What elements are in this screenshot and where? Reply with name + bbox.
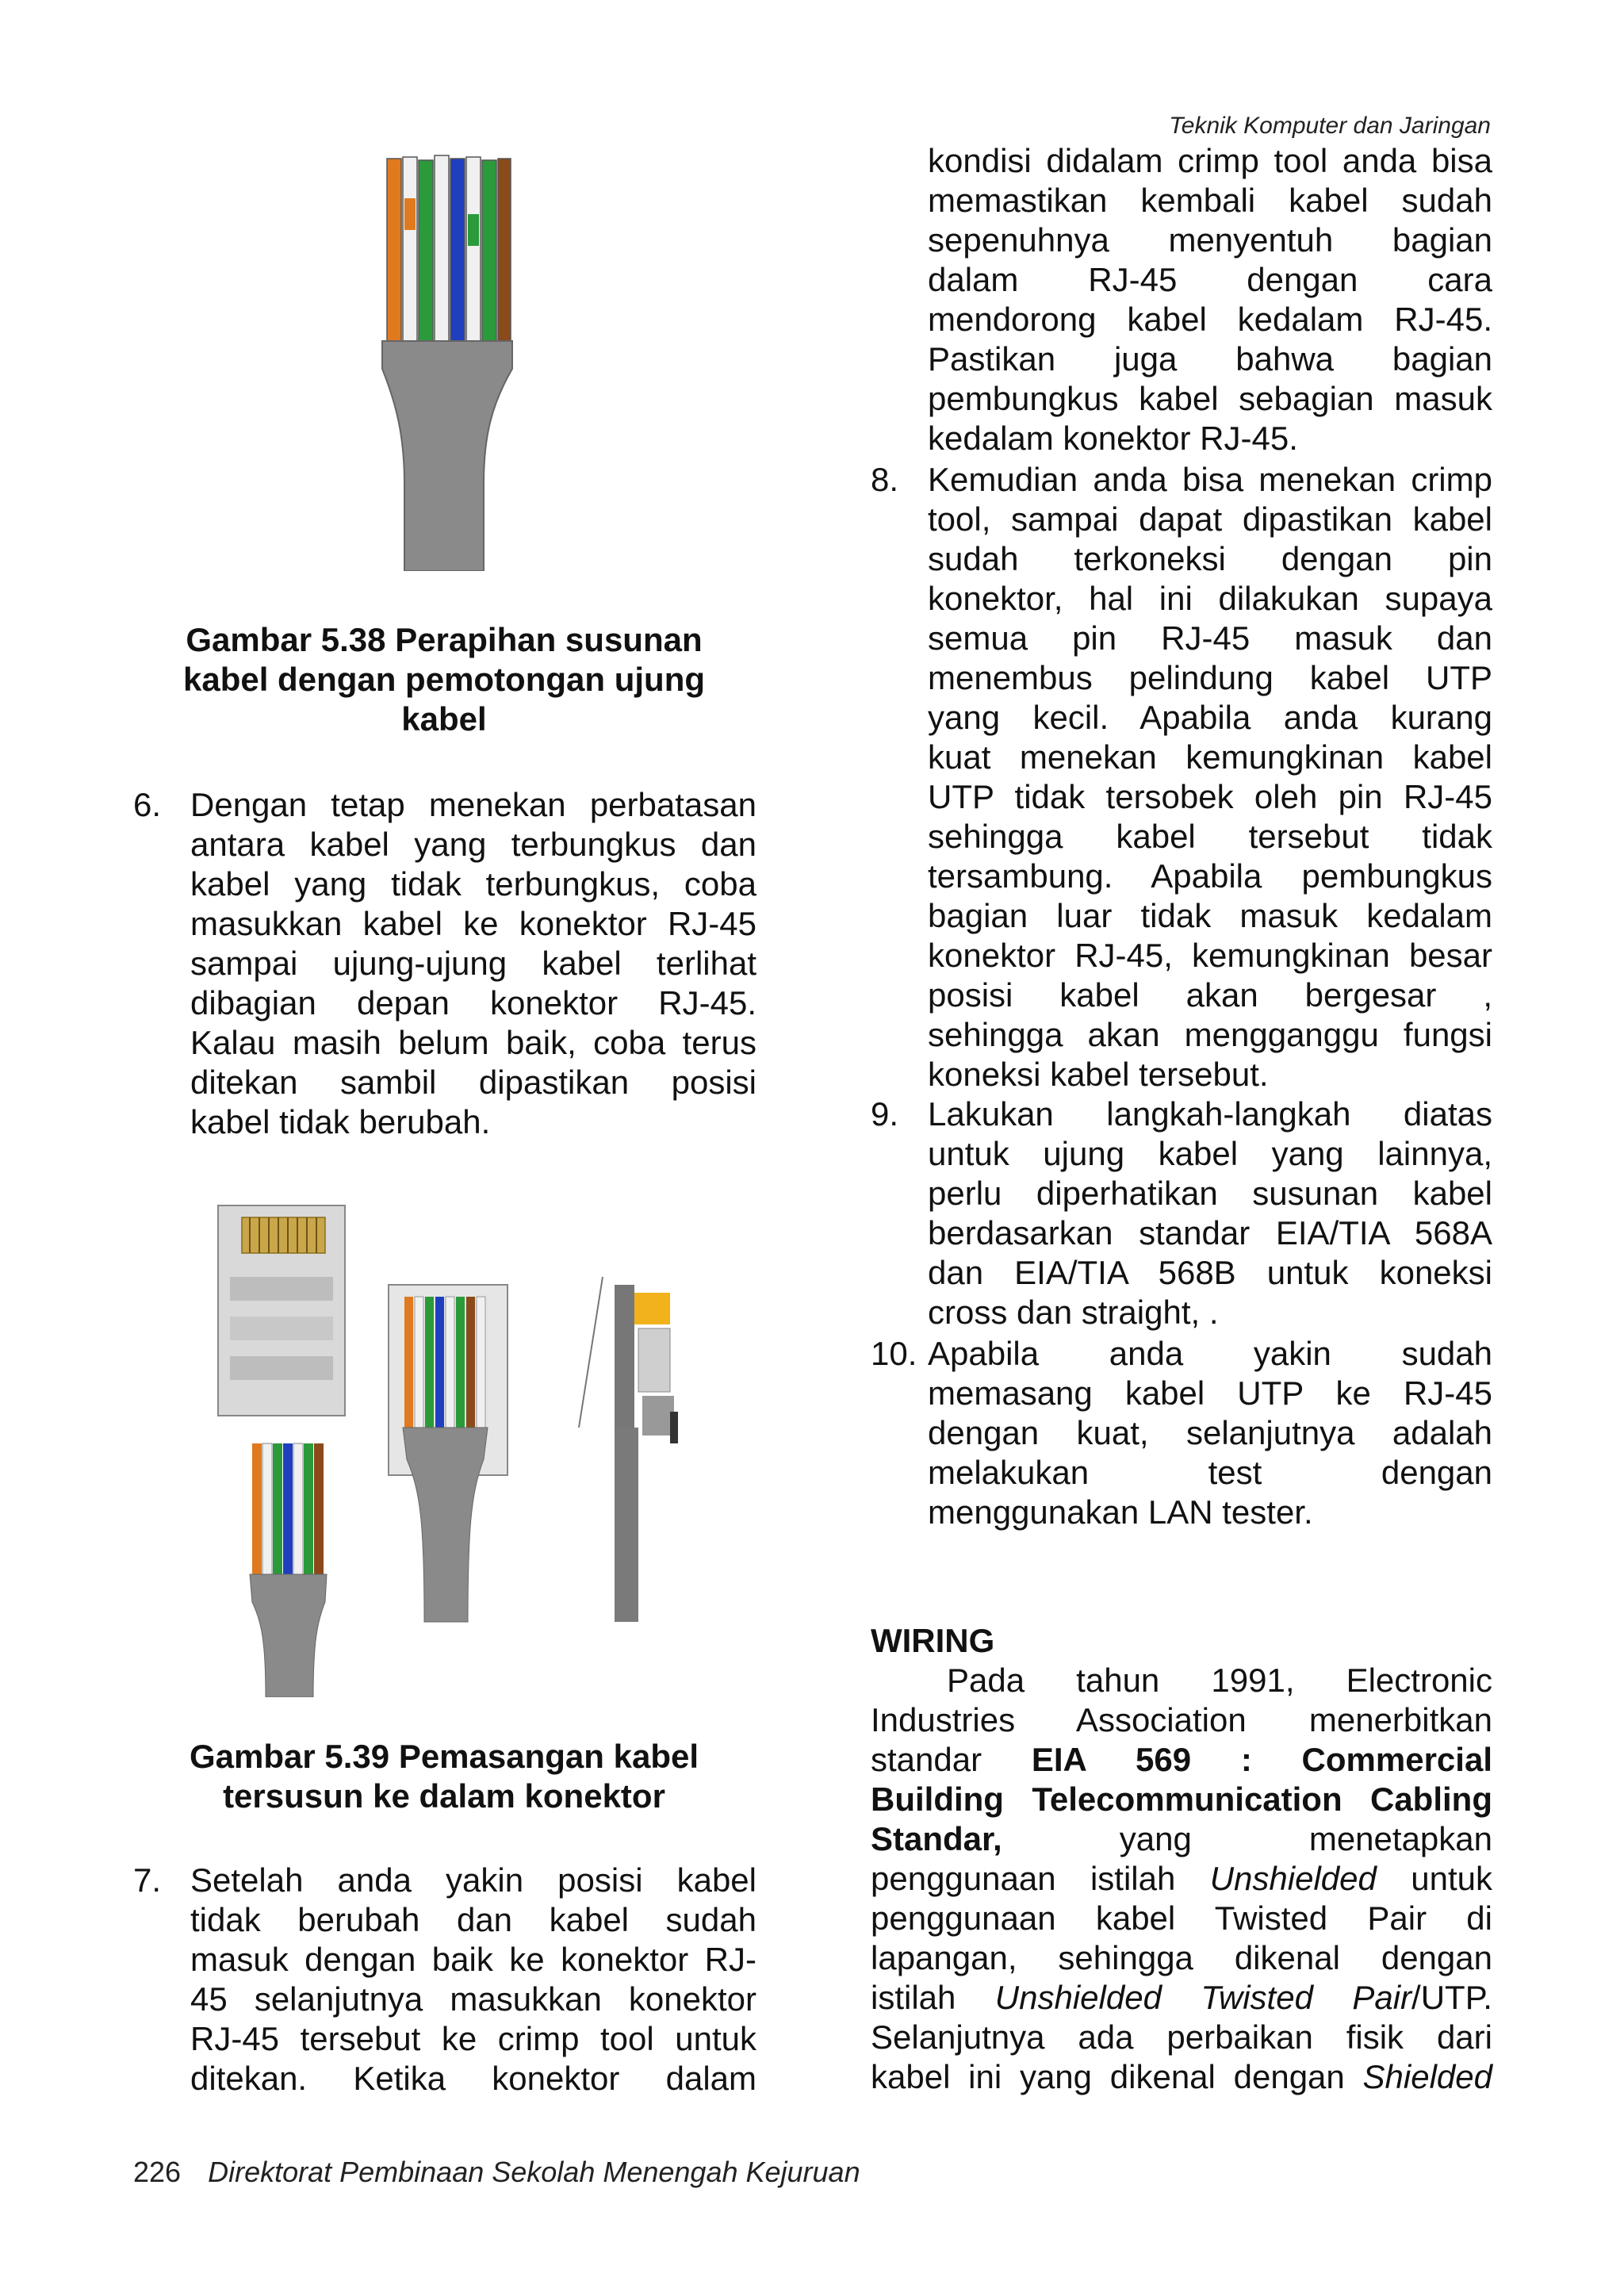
wiring-line: Pada tahun 1991, Electronic — [947, 1662, 1492, 1699]
wiring-heading: WIRING — [871, 1622, 995, 1659]
wiring-line: Industries Association menerbitkan — [871, 1701, 1492, 1738]
step-8: 8. Kemudian anda bisa menekan crimp tool, sampai dapat dipastikan kabel sudah terkoneksi dengan pin konektor, hal ini dilakukan supaya semua pin RJ-45 masuk dan menembus pelindung kabel UTP yang kecil. Apabila anda kurang kuat menekan kemungkinan kabel UTP tidak tersobek oleh pin RJ-45 sehingga kabel tersebut tidak tersambung. Apabila pembungkus bagian luar tidak masuk kedalam konektor RJ-45, kemungkinan besar posisi kabel akan bergesar , sehingga akan mengganggu fungsi koneksi kabel tersebut. — [871, 461, 1492, 1093]
page-footer — [133, 2156, 860, 2189]
step-9: 9. Lakukan langkah-langkah diatas untuk ujung kabel yang lainnya, perlu diperhatikan susunan kabel berdasarkan standar EIA/TIA 568A dan EIA/TIA 568B untuk koneksi cross dan straight, . — [871, 1095, 1492, 1331]
figure-5-38-caption: Gambar 5.38 Perapihan susunan kabel dengan pemotongan ujung kabel — [182, 621, 705, 738]
cable-wires — [387, 155, 511, 349]
figure-5-39-caption: Gambar 5.39 Pemasangan kabel tersusun ke dalam konektor — [190, 1738, 699, 1815]
step-6: 6. Dengan tetap menekan perbatasan antara kabel yang terbungkus dan kabel yang tidak terbungkus, coba masukkan kabel ke konektor RJ-45 sampai ujung-ujung kabel terlihat dibagian depan konektor RJ-45. Kalau masih belum baik, coba terus ditekan sambil dipastikan posisi kabel tidak berubah. — [133, 786, 756, 1140]
stripped-cable-drawing — [250, 1443, 327, 1697]
wiring-line: penggunaan kabel Twisted Pair di — [871, 1899, 1492, 1937]
figure-5-38-cable-image — [373, 151, 515, 571]
wiring-line: Standar, yang menetapkan — [871, 1820, 1492, 1857]
step-number: 6. — [133, 786, 162, 823]
wiring-line: standar EIA 569 : Commercial — [871, 1741, 1492, 1778]
wiring-section — [871, 1621, 1492, 2097]
step-10: 10. Apabila anda yakin sudah memasang kabel UTP ke RJ-45 dengan kuat, selanjutnya adalah melakukan test dengan menggunakan LAN tester. — [871, 1335, 1492, 1531]
figure-5-39-connector-images — [206, 1190, 730, 1697]
step-number: 8. — [871, 461, 899, 498]
wiring-line: penggunaan istilah Unshielded untuk — [871, 1860, 1492, 1897]
step-number: 10. — [871, 1335, 917, 1372]
publisher-name: Direktorat Pembinaan Sekolah Menengah Kejuruan — [208, 2156, 860, 2188]
wiring-line: kabel ini yang dikenal dengan Shielded — [871, 2058, 1492, 2095]
cable-jacket — [382, 341, 512, 571]
cable-in-connector-drawing — [389, 1285, 508, 1622]
step-number: 7. — [133, 1861, 162, 1899]
step-number: 9. — [871, 1095, 899, 1133]
wiring-line: Selanjutnya ada perbaikan fisik dari — [871, 2018, 1492, 2056]
rj45-connector-drawing — [218, 1205, 345, 1416]
wiring-line: lapangan, sehingga dikenal dengan — [871, 1939, 1492, 1976]
wiring-line: Building Telecommunication Cabling — [871, 1780, 1492, 1818]
page-number: 226 — [133, 2156, 182, 2188]
connector-side-view-drawing — [579, 1277, 678, 1622]
running-header: Teknik Komputer dan Jaringan — [1169, 113, 1491, 139]
wiring-line: istilah Unshielded Twisted Pair/UTP. — [871, 1979, 1492, 2016]
step-7: 7. Setelah anda yakin posisi kabel tidak berubah dan kabel sudah masuk dengan baik ke konektor RJ- 45 selanjutnya masukkan konektor RJ-45 tersebut ke crimp tool untuk ditekan. Ketika konektor dalam — [133, 1861, 756, 2097]
step-7-continued: kondisi didalam crimp tool anda bisa memastikan kembali kabel sudah sepenuhnya menyentuh bagian dalam RJ-45 dengan cara mendorong kabel kedalam RJ-45. Pastikan juga bahwa bagian pembungkus kabel sebagian masuk kedalam konektor RJ-45. — [928, 142, 1492, 457]
